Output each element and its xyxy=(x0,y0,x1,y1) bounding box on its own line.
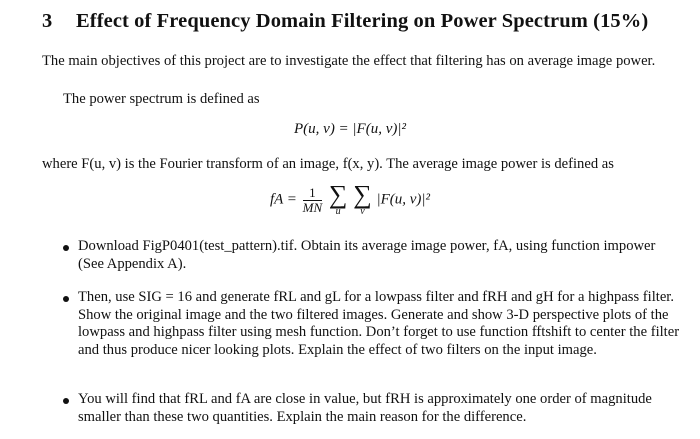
bullet-item-download: Download FigP0401(test_pattern).tif. Obtain its average image power, fA, using function impower (See Appendix A). xyxy=(78,238,656,272)
section-title: Effect of Frequency Domain Filtering on Power Spectrum (15%) xyxy=(76,10,649,32)
sigma-symbol: ∑ xyxy=(353,180,372,209)
bullet-icon xyxy=(63,245,69,251)
eq2-fraction xyxy=(303,186,323,215)
section-heading xyxy=(42,10,682,33)
sum-v xyxy=(353,180,372,217)
eq2-summand: |F(u, v)|² xyxy=(376,191,431,208)
power-spectrum-equation: P(u, v) = |F(u, v)|² xyxy=(294,121,406,137)
bullet-item-filters: Then, use SIG = 16 and generate fRL and gL for a lowpass filter and fRH and gH for a highpass filter. Show the original image and the two filtered images. Generate and show 3-D perspective plots of the lowpass and highpass filter using mesh function. Don’t forget to use function fftshift to center the filter and thus produce nicer looking plots. Explain the effect of two filters on the input image. xyxy=(78,289,680,358)
section-number: 3 xyxy=(42,10,53,32)
sum-index-u: u xyxy=(335,206,341,217)
eq2-numerator: 1 xyxy=(303,186,323,201)
power-spectrum-intro: The power spectrum is defined as xyxy=(63,91,260,107)
eq2-lhs: fA = xyxy=(269,191,297,208)
eq2-denominator: MN xyxy=(302,199,323,215)
sum-index-v: v xyxy=(360,206,365,217)
average-power-equation xyxy=(0,180,700,217)
bullet-icon xyxy=(63,296,69,302)
sum-u xyxy=(328,180,348,217)
bullet-icon xyxy=(63,398,69,404)
fourier-definition-text: where F(u, v) is the Fourier transform of an image, f(x, y). The average image power is defined as xyxy=(42,156,614,172)
bullet-item-difference: You will find that fRL and fA are close in value, but fRH is approximately one order of magnitude smaller than these two quantities. Explain the main reason for the difference. xyxy=(78,391,652,425)
intro-paragraph: The main objectives of this project are to investigate the effect that filtering has on average image power. xyxy=(42,53,656,69)
sigma-symbol: ∑ xyxy=(328,180,348,209)
